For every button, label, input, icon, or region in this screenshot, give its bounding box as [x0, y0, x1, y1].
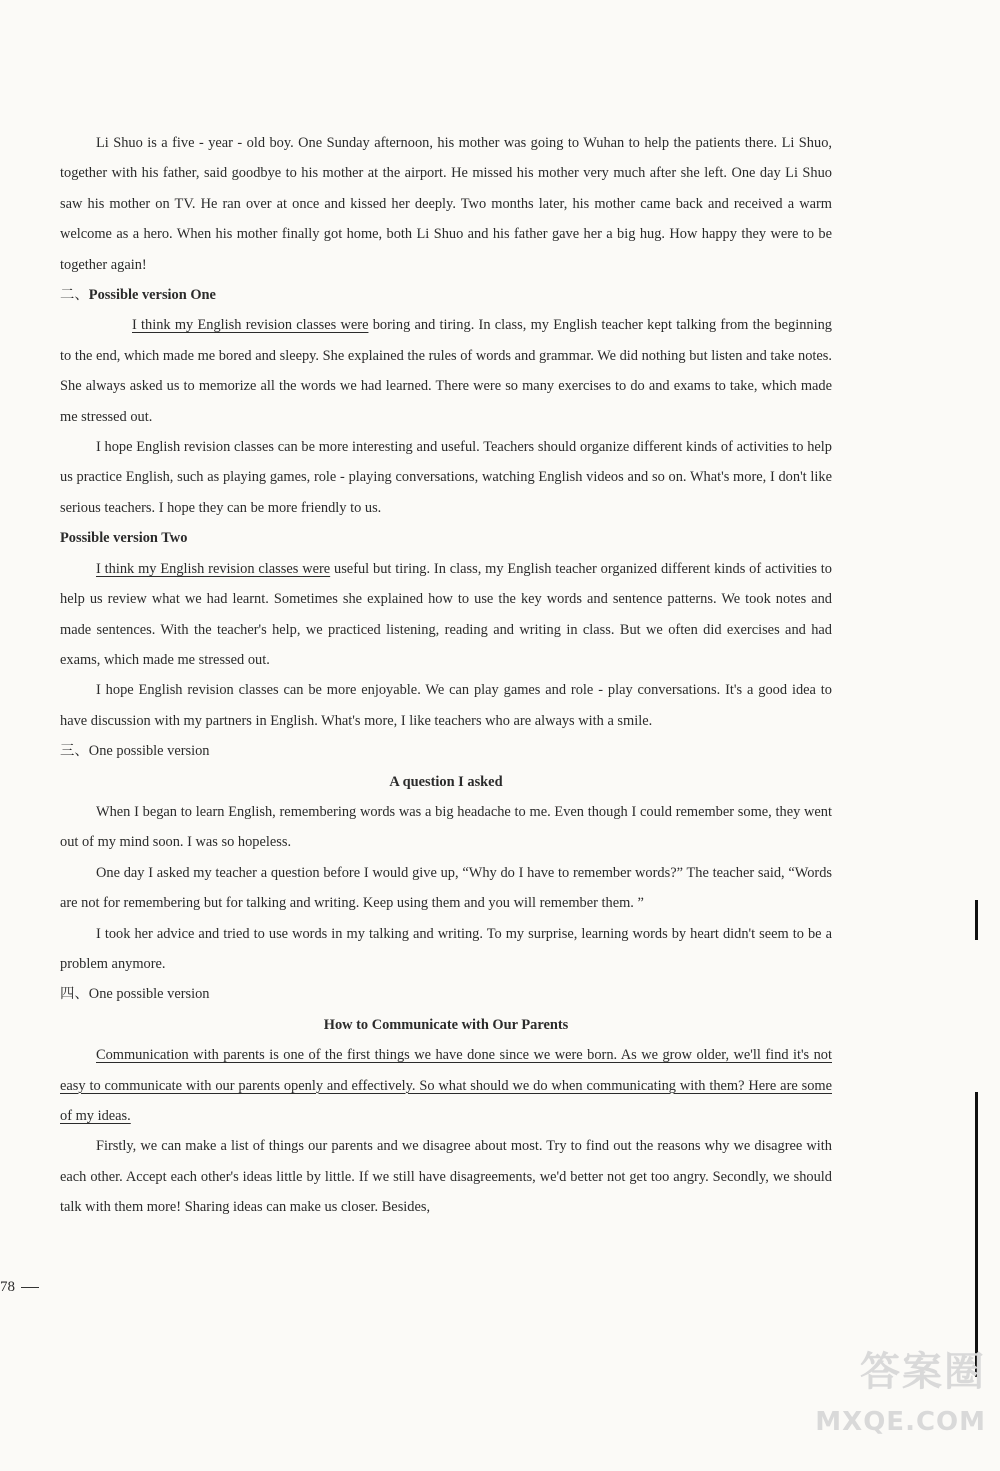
- section-number: 二、: [60, 287, 89, 304]
- watermark-logo: [796, 1342, 986, 1457]
- binding-edge-mark: [975, 1092, 978, 1377]
- story-paragraph: Li Shuo is a five - year - old boy. One Sunday afternoon, his mother was going to Wuhan to help the patients there. Li Shuo, together with his father, said goodbye to his mother at the airport. He missed his mother very much after she left. One day Li Shuo saw his mother on TV. He ran over at once and kissed her deeply. Two months later, his mother came back and received a warm welcome as a hero. When his mother finally got home, both Li Shuo and his father gave her a big hug. How happy they were to be together again!: [60, 135, 832, 273]
- section-title: One possible version: [88, 743, 210, 760]
- version-one-paragraph-2: I hope English revision classes can be more interesting and useful. Teachers should organize different kinds of activities to help us practice English, such as playing games, role - playing conversations, watching English videos and so on. What's more, I don't like serious teachers. I hope they can be more friendly to us.: [60, 439, 832, 516]
- essay-title: How to Communicate with Our Parents: [323, 1016, 569, 1033]
- section-title: One possible version: [88, 986, 210, 1003]
- paragraph-text: useful but tiring. In class, my English teacher organized different kinds of activities to help us review what we had learnt. Sometimes she explained how to use the key words and sentence patterns. We took notes and made sentences. With the teacher's help, we practiced listening, reading and writing in class. But we often did exercises and had exams, which made me stressed out.: [60, 560, 832, 668]
- version-two-heading: Possible version Two: [60, 530, 188, 547]
- paragraph-text: boring and tiring. In class, my English teacher kept talking from the beginning to the end, which made me bored and sleepy. She explained the rules of words and grammar. We did nothing but listen and take notes. She always asked us to memorize all the words we had learned. There were so many exercises to do and exams to take, which made me stressed out.: [60, 317, 832, 425]
- section-three-heading: [60, 736, 832, 766]
- underlined-sentence: I think my English revision classes were: [132, 317, 369, 334]
- essay-paragraph-2: Firstly, we can make a list of things our parents and we disagree about most. Try to find out the reasons why we disagree with each other. Accept each other's ideas little by little. If we still have disagreements, we'd better not get too angry. Secondly, we should talk with them more! Sharing ideas can make us closer. Besides,: [60, 1138, 832, 1216]
- page-number-dash: [21, 1287, 39, 1288]
- essay-paragraph-1: When I began to learn English, remembering words was a big headache to me. Even though I could remember some, they went out of my mind soon. I was so hopeless.: [60, 803, 832, 851]
- section-number: 四、: [60, 986, 89, 1003]
- version-two-paragraph-1: [60, 554, 832, 676]
- section-two-heading: [60, 280, 832, 310]
- answer-page: [60, 128, 832, 1223]
- watermark-chinese: 答案圈: [860, 1349, 986, 1395]
- section-number: 三、: [60, 743, 89, 760]
- essay-title: A question I asked: [389, 773, 503, 790]
- page-number: 78: [0, 1277, 39, 1297]
- essay-paragraph-3: I took her advice and tried to use words in my talking and writing. To my surprise, learning words by heart didn't seem to be a problem anymore.: [60, 925, 832, 972]
- essay-paragraph-1: [60, 1040, 832, 1131]
- section-title: Possible version One: [88, 287, 216, 304]
- underlined-sentence: Communication with parents is one of the first things we have done since we were born. As we grow older, we'll find it's not easy to communicate with our parents openly and effectively. So what should we do when communicating with them? Here are some of my ideas.: [60, 1047, 832, 1124]
- watermark-site: MXQE.COM: [815, 1407, 986, 1437]
- section-four-heading: [60, 979, 832, 1009]
- essay-paragraph-2: One day I asked my teacher a question before I would give up, “Why do I have to remember words?” The teacher said, “Words are not for remembering but for talking and writing. Keep using them and you will remember them. ”: [60, 864, 832, 912]
- underlined-sentence: I think my English revision classes were: [96, 560, 331, 577]
- version-two-paragraph-2: I hope English revision classes can be more enjoyable. We can play games and role - play conversations. It's a good idea to have discussion with my partners in English. What's more, I like teachers who are always with a smile.: [60, 682, 832, 729]
- binding-edge-mark: [975, 900, 978, 940]
- version-one-paragraph-1: [60, 310, 832, 432]
